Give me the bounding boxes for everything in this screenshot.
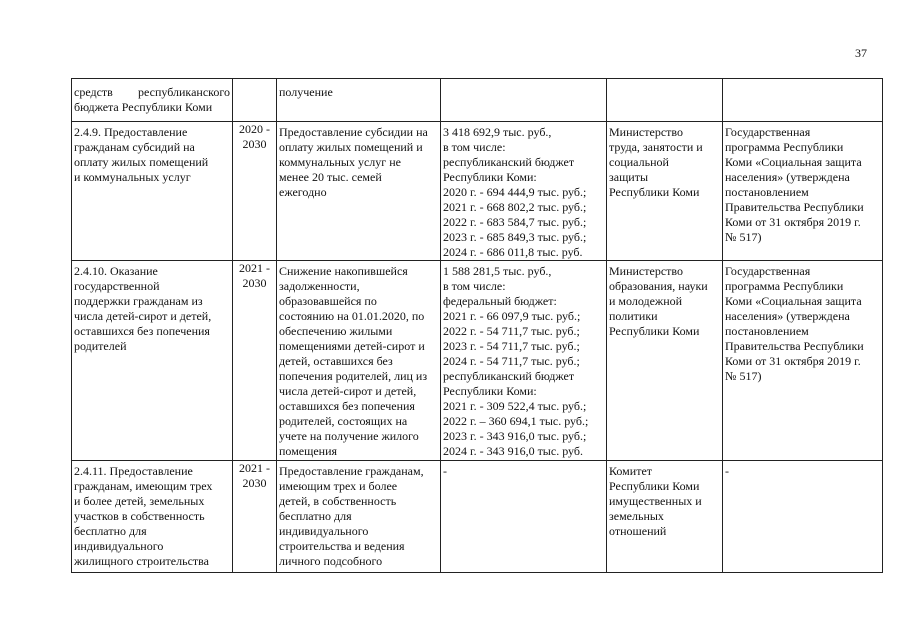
measure-name-cell: 2.4.9. Предоставление гражданам субсидий на оплату жилых помещений и коммунальных услуг	[72, 122, 233, 261]
financing-cell	[441, 79, 607, 122]
program-cell: Государственная программа Республики Коми «Социальная защита населения» (утверждена постановлением Правительства Республики Коми от 31 октября 2019 г. № 517)	[723, 122, 883, 261]
expected-result-cell: Предоставление субсидии на оплату жилых помещений и коммунальных услуг не менее 20 тыс. семей ежегодно	[277, 122, 441, 261]
table-row-continuation	[72, 79, 883, 122]
expected-result-cell: Снижение накопившейся задолженности, образовавшейся по состоянию на 01.01.2020, по обеспечению жилыми помещениями детей-сирот и детей, оставшихся без попечения родителей, лиц из числа детей-сирот и детей, оставшихся без попечения родителей, состоящих на учете на получение жилого помещения	[277, 261, 441, 461]
financing-cell: 1 588 281,5 тыс. руб., в том числе: федеральный бюджет: 2021 г. - 66 097,9 тыс. руб.; 2022 г. - 54 711,7 тыс. руб.; 2023 г. - 54 711,7 тыс. руб.; 2024 г. - 54 711,7 тыс. руб.; республиканский бюджет Республики Коми: 2021 г. - 309 522,4 тыс. руб.; 2022 г. – 360 694,1 тыс. руб.; 2023 г. - 343 916,0 тыс. руб.; 2024 г. - 343 916,0 тыс. руб.	[441, 261, 607, 461]
years-cell: 2020 - 2030	[233, 122, 277, 261]
page-number: 37	[855, 46, 867, 60]
executor-cell: Комитет Республики Коми имущественных и земельных отношений	[607, 461, 723, 573]
program-cell	[723, 79, 883, 122]
executor-cell	[607, 79, 723, 122]
table-row	[72, 261, 883, 461]
measures-table	[71, 78, 883, 573]
measure-name-cell: средств республиканского бюджета Республики Коми	[72, 79, 233, 122]
executor-cell: Министерство образования, науки и молодежной политики Республики Коми	[607, 261, 723, 461]
executor-cell: Министерство труда, занятости и социальной защиты Республики Коми	[607, 122, 723, 261]
years-cell	[233, 79, 277, 122]
financing-cell: 3 418 692,9 тыс. руб., в том числе: республиканский бюджет Республики Коми: 2020 г. - 694 444,9 тыс. руб.; 2021 г. - 668 802,2 тыс. руб.; 2022 г. - 683 584,7 тыс. руб.; 2023 г. - 685 849,3 тыс. руб.; 2024 г. - 686 011,8 тыс. руб.	[441, 122, 607, 261]
program-cell: Государственная программа Республики Коми «Социальная защита населения» (утверждена постановлением Правительства Республики Коми от 31 октября 2019 г. № 517)	[723, 261, 883, 461]
expected-result-cell: получение	[277, 79, 441, 122]
measure-name-cell: 2.4.10. Оказание государственной поддержки гражданам из числа детей-сирот и детей, оставшихся без попечения родителей	[72, 261, 233, 461]
program-cell: -	[723, 461, 883, 573]
financing-cell: -	[441, 461, 607, 573]
table-row	[72, 122, 883, 261]
expected-result-cell: Предоставление гражданам, имеющим трех и более детей, в собственность бесплатно для индивидуального строительства и ведения личного подсобного	[277, 461, 441, 573]
table-row	[72, 461, 883, 573]
years-cell: 2021 - 2030	[233, 261, 277, 461]
measure-name-cell: 2.4.11. Предоставление гражданам, имеющим трех и более детей, земельных участков в собственность бесплатно для индивидуального жилищного строительства	[72, 461, 233, 573]
years-cell: 2021 - 2030	[233, 461, 277, 573]
